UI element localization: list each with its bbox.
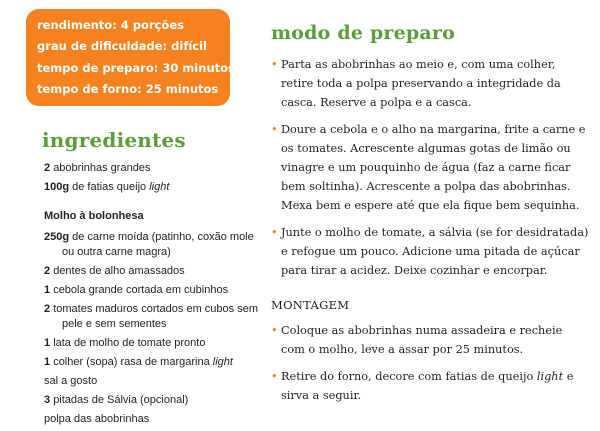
ingredient-item — [44, 161, 264, 176]
ingredients-list — [44, 161, 264, 431]
ingredient-qty: 100g — [44, 181, 70, 193]
ingredient-text: de carne moída (patinho, coxão mole ou outra carne magra) — [62, 231, 254, 258]
ingredient-item — [44, 355, 264, 370]
step-item — [271, 367, 589, 405]
ingredient-item — [44, 302, 264, 332]
ingredient-italic: light — [212, 356, 233, 368]
yield-text: rendimento: 4 porções — [37, 18, 184, 32]
step-text: Doure a cebola e o alho na margarina, frite a carne e os tomates. Acrescente algumas gotas de limão ou vinagre e um pouquinho de água (faz a carne ficar bem soltinha). Acrescente a polpa das abobrinhas. Mexa bem e espere até que ela fique bem sequinha. — [281, 123, 586, 212]
ingredient-text: pitadas de Sálvia (opcional) — [53, 394, 189, 406]
ingredient-item — [44, 336, 264, 351]
ingredient-qty: 250g — [44, 231, 70, 243]
step-text: Junte o molho de tomate, a sálvia (se for desidratada) e refogue um pouco. Adicione uma pitada de açúcar para tirar a acidez. Deixe cozinhar e encorpar. — [281, 226, 589, 277]
step-item — [271, 321, 589, 359]
ingredient-item — [44, 374, 264, 389]
montagem-heading: MONTAGEM — [271, 298, 350, 312]
ingredient-text: cebola grande cortada em cubinhos — [53, 284, 229, 296]
ingredient-item — [44, 393, 264, 408]
bullet-icon: • — [271, 123, 278, 136]
recipe-info-box — [26, 9, 235, 106]
step-text: Coloque as abobrinhas numa assadeira e recheie com o molho, leve a assar por 25 minutos. — [281, 324, 563, 356]
prep-time-text: tempo de preparo: 30 minutos — [37, 60, 235, 75]
ingredient-qty: 2 — [44, 162, 51, 174]
preparation-steps — [271, 55, 589, 413]
ingredient-qty: 1 — [44, 356, 51, 368]
main-ingredients — [44, 161, 264, 195]
step-italic: light — [536, 370, 564, 383]
ingredient-qty: 3 — [44, 394, 51, 406]
bullet-icon: • — [271, 226, 278, 239]
step-item — [271, 55, 589, 112]
ingredient-qty: 1 — [44, 284, 51, 296]
ingredient-text: sal a gosto — [44, 375, 98, 387]
sauce-ingredients — [44, 230, 264, 427]
ingredient-text: tomates maduros cortados em cubos sem pele e sem sementes — [53, 303, 258, 330]
ingredient-qty: 1 — [44, 337, 51, 349]
ingredient-item — [44, 180, 264, 195]
ingredient-text: polpa das abobrinhas — [44, 413, 150, 425]
step-text: Retire do forno, decore com fatias de queijo — [281, 370, 534, 383]
step-tail: e sirva a seguir. — [281, 370, 574, 402]
ingredient-text: dentes de alho amassados — [53, 265, 185, 277]
ingredient-item — [44, 412, 264, 427]
bullet-icon: • — [271, 58, 278, 71]
step-text: Parta as abobrinhas ao meio e, com uma colher, retire toda a polpa preservando a integridade da casca. Reserve a polpa e a casca. — [281, 58, 561, 109]
bullet-icon: • — [271, 370, 278, 383]
ingredient-text: colher (sopa) rasa de margarina — [53, 356, 210, 368]
ingredient-item — [44, 264, 264, 279]
ingredients-title: ingredientes — [42, 128, 186, 152]
ingredient-text: de fatias queijo — [72, 181, 147, 193]
bullet-icon: • — [271, 324, 278, 337]
ingredient-item — [44, 230, 264, 260]
ingredient-qty: 2 — [44, 265, 51, 277]
ingredient-text: lata de molho de tomate pronto — [53, 337, 206, 349]
ingredient-qty: 2 — [44, 303, 51, 315]
montagem-list — [271, 321, 589, 405]
oven-time-text: tempo de forno: 25 minutos — [37, 82, 219, 97]
step-item — [271, 120, 589, 215]
ingredient-italic: light — [149, 181, 170, 193]
step-list — [271, 55, 589, 280]
sauce-subtitle: Molho à bolonhesa — [44, 210, 144, 222]
step-item — [271, 223, 589, 280]
ingredient-item — [44, 283, 264, 298]
difficulty-text: grau de dificuldade: difícil — [37, 39, 207, 54]
preparation-title: modo de preparo — [271, 22, 456, 44]
ingredient-text: abobrinhas grandes — [53, 162, 151, 174]
